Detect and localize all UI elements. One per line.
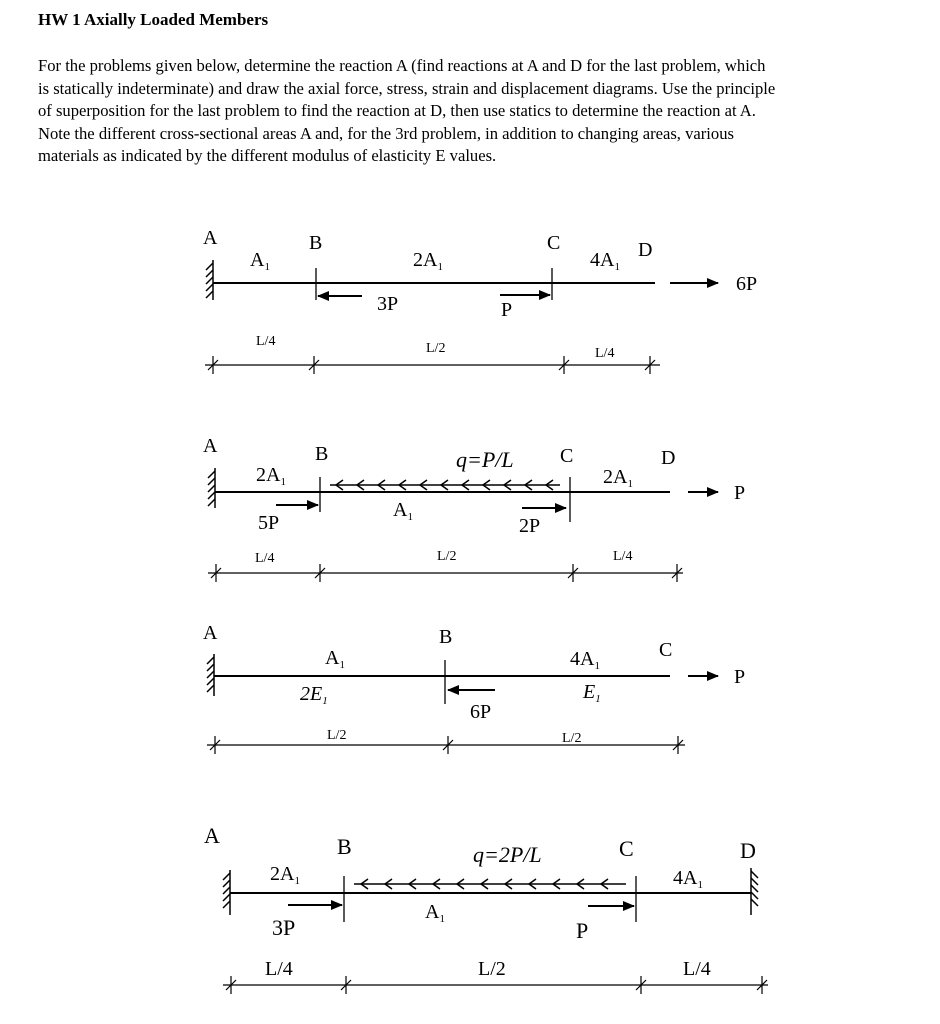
load-label-B: 3P [377,293,399,315]
area-label-AB-value: A [325,647,340,669]
subscript: 1 [439,913,445,925]
dim-label-BC: L/2 [562,731,582,746]
problem-3-figure [203,622,745,754]
area-label-CD [673,867,703,891]
fixed-support-A [223,870,230,915]
label-A: A [203,227,218,249]
label-C: C [560,445,574,467]
problem-4-figure [204,823,768,994]
dim-label-CD: L/4 [595,346,615,361]
subscript: 1 [437,261,443,273]
dim-label-BC: L/2 [426,341,446,356]
area-label-CD [603,466,633,490]
label-D: D [638,239,653,261]
dimension-line [205,356,660,374]
intro-line: materials as indicated by the different modulus of elasticity E values. [38,146,497,166]
area-label-AB [256,464,286,488]
modulus-label-BC-value: E [583,681,596,703]
label-C: C [619,836,634,861]
distributed-load-label: q=2P/L [473,842,542,867]
label-D: D [740,838,756,863]
subscript: 1 [595,693,601,705]
dim-label-AB: L/2 [327,728,347,743]
distributed-load-label: q=P/L [456,447,514,472]
fixed-support-A [208,468,215,508]
fixed-support-D [751,868,758,915]
modulus-label-AB-value: 2E [300,683,323,705]
dim-label-AB: L/4 [265,958,293,980]
area-label-AB-value: 2A [270,863,295,885]
area-label-BC [413,249,443,273]
label-A: A [203,622,218,644]
dim-label-AB: L/4 [256,334,276,349]
intro-line: of superposition for the last problem to find the reaction at D, then use statics to determine the reaction at A. [38,101,756,121]
label-B: B [439,626,453,648]
area-label-BC [393,499,413,523]
subscript: 1 [280,476,286,488]
area-label-AB [250,249,270,273]
area-label-CD [590,249,620,273]
subscript: 1 [594,660,600,672]
subscript: 1 [339,659,345,671]
intro-line: is statically indeterminate) and draw the axial force, stress, strain and displacement diagrams. Use the principle [38,78,776,98]
label-B: B [315,443,329,465]
area-label-CD-value: 2A [603,466,628,488]
load-label-C: P [576,918,589,943]
intro-line: For the problems given below, determine the reaction A (find reactions at A and D for the last problem, which [38,56,766,75]
subscript: 1 [407,511,413,523]
intro-line: Note the different cross-sectional areas A and, for the 3rd problem, in addition to changing areas, various [38,123,734,143]
page-title: HW 1 Axially Loaded Members [38,10,269,29]
problem-2-figure [203,435,745,582]
area-label-BC-value: 4A [570,648,595,670]
subscript: 1 [264,261,270,273]
fixed-support-A [207,654,214,696]
subscript: 1 [294,875,300,887]
label-D: D [661,447,676,469]
load-label-D: P [734,482,746,504]
label-B: B [309,232,323,254]
load-label-C: P [501,299,513,321]
area-label-AB-value: A [250,249,265,271]
label-C: C [547,232,561,254]
label-B: B [337,834,352,859]
load-label-B: 3P [272,915,296,940]
dim-label-BC: L/2 [478,958,506,980]
area-label-BC-value: A [425,901,440,923]
subscript: 1 [614,261,620,273]
distributed-load-arrows [354,879,626,889]
modulus-label-BC [582,681,601,705]
load-label-D: 6P [736,273,758,295]
dim-label-BC: L/2 [437,549,457,564]
dim-label-CD: L/4 [683,958,711,980]
dimension-line [207,736,685,754]
dim-label-CD: L/4 [613,549,633,564]
fixed-support-A [206,260,213,300]
load-label-C: 2P [519,515,541,537]
area-label-BC-value: 2A [413,249,438,271]
area-label-CD-value: 4A [673,867,698,889]
dim-label-AB: L/4 [255,551,275,566]
label-C: C [659,639,673,661]
label-A: A [204,823,220,848]
dimension-line [208,564,683,582]
problem-1-figure [203,227,757,374]
modulus-label-AB [300,683,328,707]
area-label-BC [570,648,600,672]
distributed-load-arrows [330,480,560,490]
subscript: 1 [322,695,328,707]
label-A: A [203,435,218,457]
area-label-BC-value: A [393,499,408,521]
load-label-C: P [734,666,746,688]
subscript: 1 [697,879,703,891]
load-label-B: 6P [470,701,492,723]
subscript: 1 [627,478,633,490]
load-label-B: 5P [258,512,280,534]
area-label-AB-value: 2A [256,464,281,486]
area-label-AB [325,647,345,671]
area-label-BC [425,901,445,925]
area-label-CD-value: 4A [590,249,615,271]
area-label-AB [270,863,300,887]
